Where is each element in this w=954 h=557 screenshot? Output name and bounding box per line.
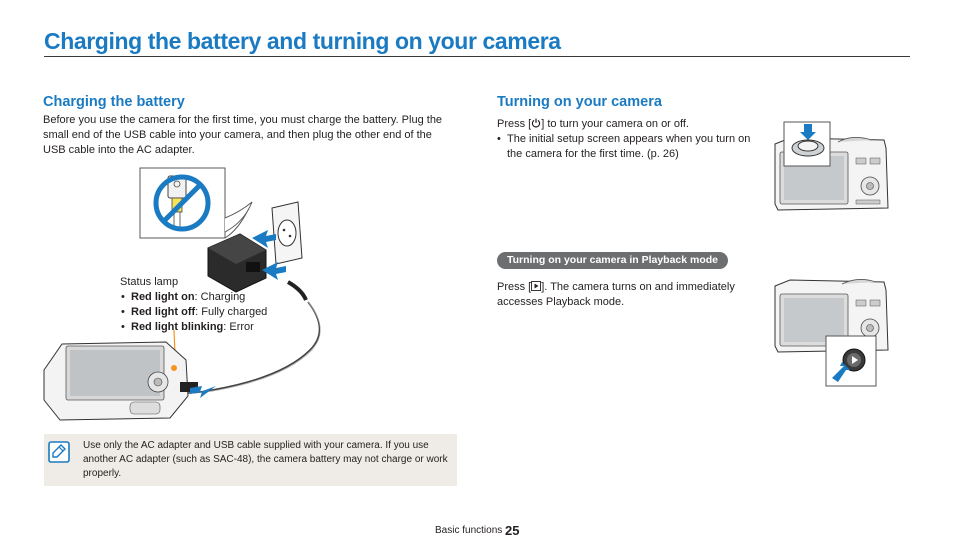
power-instruction: Press [ ] to turn your camera on or off. (497, 118, 689, 130)
camera-playback-illustration (772, 278, 892, 390)
title-divider (44, 56, 910, 57)
wall-outlet (272, 202, 302, 264)
status-lamp-list (120, 290, 290, 335)
power-bullet-item: • The initial setup screen appears when you turn on the camera for the first time. (p. 26) (497, 132, 759, 162)
status-lamp (171, 365, 177, 371)
playback-mode-label: Turning on your camera in Playback mode (497, 252, 728, 269)
power-bullets (497, 132, 759, 162)
status-item-on: • Red light on: Charging (120, 290, 290, 305)
turning-on-heading: Turning on your camera (497, 94, 662, 110)
note-text: Use only the AC adapter and USB cable supplied with your camera. If you use another AC adapter (such as SAC-48), the camera battery may not charge or work properly. (83, 440, 448, 479)
note-icon (48, 441, 70, 463)
page-number: 25 (505, 523, 520, 538)
charging-intro: Before you use the camera for the first time, you must charge the battery. Plug the small end of the USB cable into your camera, and then plug the other end of the USB cable into the AC adapter. (43, 114, 443, 156)
camera-power-illustration (772, 118, 892, 214)
power-icon (531, 118, 541, 128)
page-title: Charging the battery and turning on your camera (44, 28, 561, 54)
camera-side-view (44, 342, 198, 420)
prohibited-adapter-panel (140, 168, 252, 238)
charging-heading: Charging the battery (43, 94, 185, 110)
status-item-blinking: • Red light blinking: Error (120, 320, 290, 335)
status-item-off: • Red light off: Fully charged (120, 305, 290, 320)
power-button (798, 141, 818, 151)
playback-instruction: Press [ ]. The camera turns on and immediately accesses Playback mode. (497, 281, 735, 308)
usb-plug-large (288, 282, 306, 300)
playback-icon (531, 281, 541, 291)
ac-adapter (208, 234, 266, 292)
footer-section-label: Basic functions (435, 525, 503, 536)
status-lamp-label: Status lamp (120, 276, 179, 288)
arrow-to-camera-port (190, 386, 216, 398)
